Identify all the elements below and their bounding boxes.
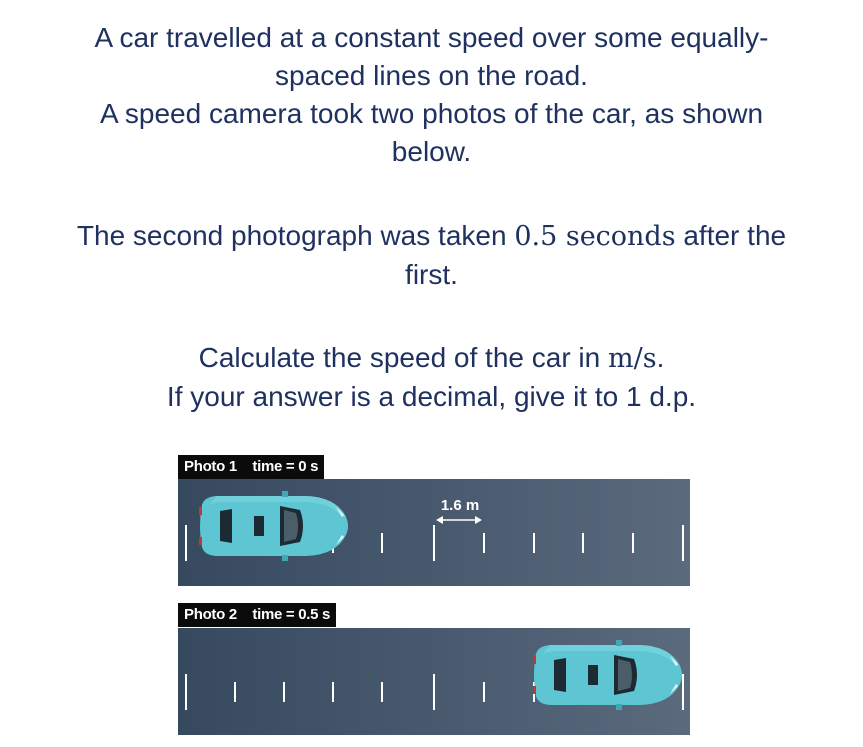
question-line: spaced lines on the road. (275, 60, 588, 91)
question-line: below. (391, 136, 472, 167)
photo-2-label: Photo 2 time = 0.5 s (178, 603, 336, 627)
question-paragraph-1 (30, 19, 833, 171)
question-line: A speed camera took two photos of the car, as shown (99, 98, 764, 129)
question-paragraph-3 (30, 339, 833, 416)
photo-2-road (178, 628, 690, 735)
question-line: If your answer is a decimal, give it to 1 d.p. (166, 381, 697, 412)
spacing-label: 1.6 m (440, 497, 480, 514)
photo-1-road (178, 479, 690, 586)
car-photo-2 (533, 640, 682, 710)
time-value: 0.5 seconds (514, 221, 676, 252)
photo-1-label: Photo 1 time = 0 s (178, 455, 324, 479)
question-line: A car travelled at a constant speed over some equally- (94, 22, 769, 53)
question-line: The second photograph was taken 0.5 seconds after the (76, 220, 787, 252)
question-line: first. (405, 259, 458, 290)
unit-value: m/s (608, 343, 657, 374)
question-paragraph-2 (10, 217, 853, 294)
car-photo-1 (199, 491, 348, 561)
question-line: Calculate the speed of the car in m/s. (198, 342, 665, 374)
